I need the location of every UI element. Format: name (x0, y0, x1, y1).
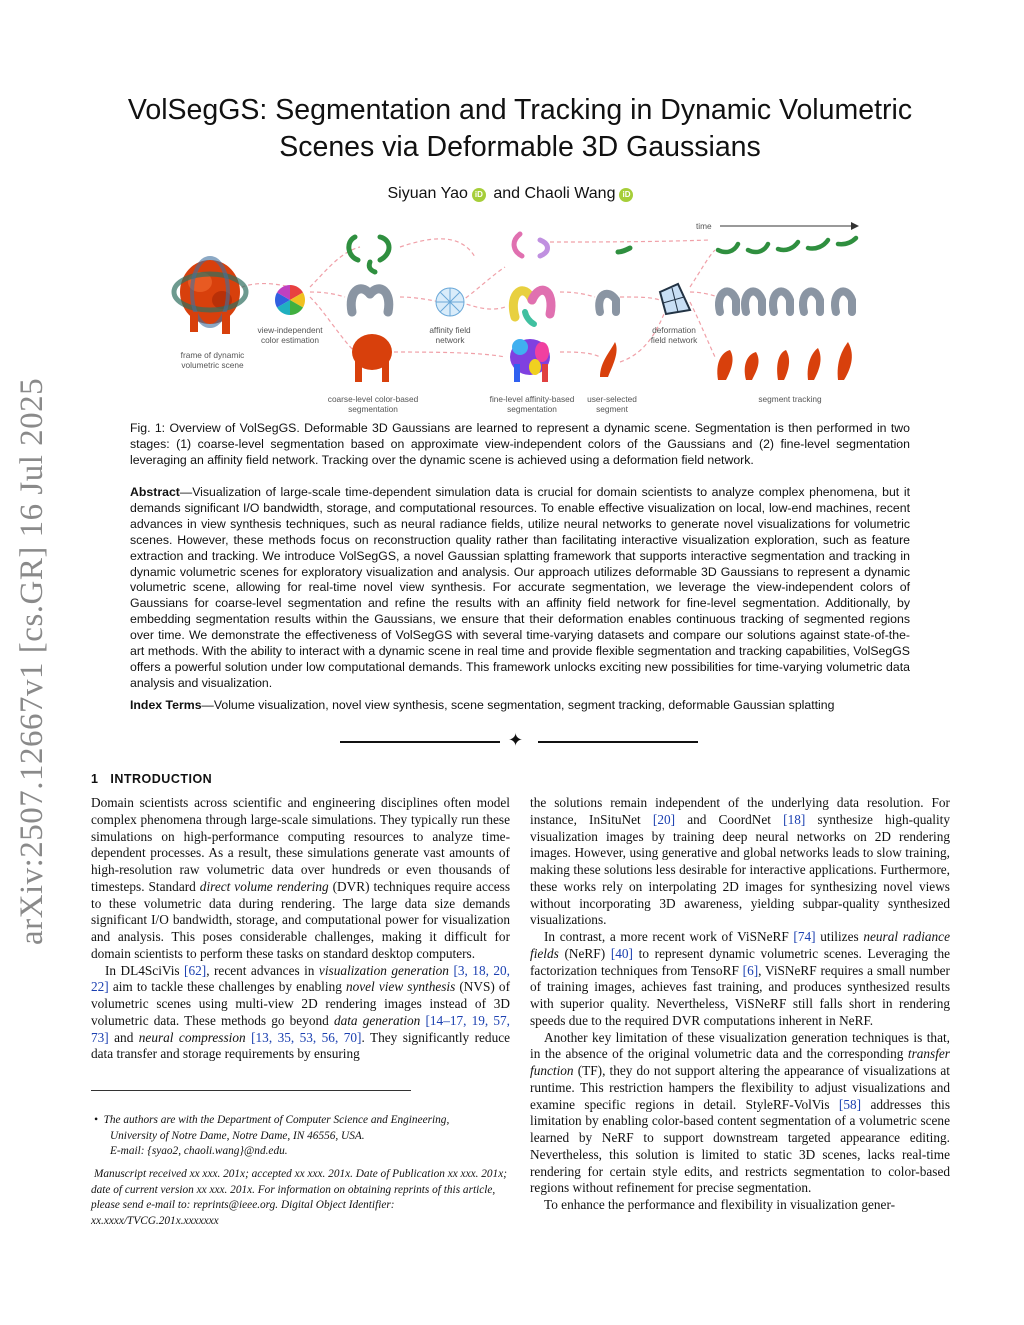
overview-illustration (130, 212, 910, 420)
text-run: (NVS) of volumetric scenes using multi-view 2D rendering images instead of 3D volumetric data. These methods go beyond (91, 979, 510, 1028)
figure-caption: Fig. 1: Overview of VolSegGS. Deformable 3D Gaussians are learned to represent a dynamic scene. Segmentation is then performed in two stages: (1) coarse-level segmentation based on approximate view-independent colors of the Gaussians and (2) fine-level segmentation leveraging an affinity field network. Tracking over the dynamic scene is achieved using a deformation field network. (130, 421, 910, 467)
text-run: utilizes (815, 929, 864, 944)
abstract-label: Abstract (130, 485, 180, 499)
citation-link[interactable]: [3, 18, 20, 22] (91, 962, 511, 995)
figure-label-view-independent: view-independent color estimation (257, 325, 323, 345)
emphasis: neural compression (138, 1029, 246, 1045)
author-name: Chaoli Wang (524, 185, 616, 202)
tracking-orange-row (717, 342, 852, 380)
text-run: Another key limitation of these visualization generation techniques is that, in the absence of the original volumetric data and the corresponding (530, 1029, 950, 1062)
text-run: , recent advances in (206, 962, 319, 978)
abstract-text: —Visualization of large-scale time-dependent simulation data is crucial for domain scientists to analyze complex phenomena, but it demands significant I/O bandwidth, storage, and computational resources. To enable effective visualization on local, low-end machines, recent advances in view synthesis techniques, such as neural radiance fields, utilize neural networks to generate novel visualizations for volumetric scenes. However, these methods focus on reconstruction quality rather than facilitating interactive visualization exploration, such as feature extraction and tracking. We introduce VolSegGS, a novel Gaussian splatting framework that supports interactive segmentation and tracking in dynamic volumetric scenes for exploratory visualization and analysis. Our approach utilizes deformable 3D Gaussians to represent a dynamic volumetric scene, allowing for real-time novel view synthesis. For accurate segmentation, we leverage the view-independent colors of Gaussians for coarse-level segmentation and refine the results with an affinity field network for fine-level segmentation. Additionally, by embedding segmentation results within the Gaussians, we ensure that their deformation enables continuous tracking of segmented regions over time. We demonstrate the effectiveness of VolSegGS with several time-varying datasets and compare our solutions against state-of-the-art methods. With the ability to interact with a dynamic scene in real time and provide flexible segmentation and tracking capabilities, VolSegGS offers a powerful solution under low computational demands. This framework unlocks exciting new possibilities for time-varying volumetric data analysis and visualization. (130, 485, 910, 690)
paragraph (91, 963, 510, 1064)
figure-label-user: user-selected segment (587, 394, 637, 414)
deformation-network-icon (660, 284, 690, 314)
author-footnote (94, 1113, 514, 1160)
text-run: Domain scientists across scientific and engineering disciplines often model complex phenomena through large-scale simulations. They typically run these simulations on high-performance computing resources to analyze time-dependent processes. As a result, these simulations generate vast amounts of high-resolution raw volumetric data over hundreds or even thousands of timesteps. Standard (91, 795, 510, 894)
tracking-green-row (718, 238, 856, 252)
citation-link[interactable]: [58] (838, 1096, 862, 1112)
divider-rule-left (340, 741, 500, 743)
text-run: In contrast, a more recent work of ViSNeRF (544, 929, 794, 944)
author-connector: and (493, 185, 521, 202)
fine-top-icon (514, 234, 547, 256)
text-run: The authors are with the Department of Computer Science and Engineering, (103, 1114, 450, 1126)
text-run: and (108, 1029, 139, 1045)
text-run: aim to tackle these challenges by enabling (108, 979, 346, 995)
affinity-network-icon (436, 288, 464, 316)
emphasis: visualization generation (318, 962, 449, 978)
paragraph (91, 795, 510, 963)
figure-label-coarse: coarse-level color-based segmentation (327, 394, 419, 414)
citation-link[interactable]: [18] (783, 811, 806, 827)
section-title: INTRODUCTION (110, 772, 213, 786)
tracking-gray-row (719, 291, 852, 312)
citation-link[interactable]: [74] (793, 929, 816, 944)
orcid-icon[interactable]: iD (472, 188, 486, 202)
footnote-rule (91, 1090, 411, 1091)
text-run: (DVR) techniques require access to these volumetric data during rendering. The large data size demands significant I/O bandwidth, storage, and computational power for visualization and analysis. This poses considerable challenges, making it difficult for domain scientists to perform these tasks on standard desktop computers. (91, 878, 510, 961)
overview-figure (130, 212, 910, 420)
figure-label-fine: fine-level affinity-based segmentation (489, 394, 575, 414)
orcid-icon[interactable]: iD (619, 188, 633, 202)
text-run: . They significantly reduce data transfer and storage requirements by ensuring (91, 1029, 511, 1062)
abstract (130, 485, 910, 692)
figure-label-deformation: deformation field network (650, 325, 698, 345)
footnote-line: • The authors are with the Department of Computer Science and Engineering, (94, 1114, 450, 1126)
emphasis: transfer function (530, 1046, 950, 1078)
author-line (0, 185, 1024, 203)
text-run: In DL4SciVis (105, 962, 185, 978)
paper-title: VolSegGS: Segmentation and Tracking in Dynamic Volumetric Scenes via Deformable 3D Gaussians (127, 94, 913, 163)
emphasis: neural radiance fields (530, 929, 950, 961)
paragraph (530, 929, 950, 1030)
arxiv-identifier: arXiv:2507.12667v1 [cs.GR] 16 Jul 2025 (14, 377, 50, 945)
left-column (91, 795, 510, 1063)
color-wheel-icon (275, 285, 305, 315)
index-terms-text: —Volume visualization, novel view synthesis, scene segmentation, segment tracking, deformable Gaussian splatting (201, 698, 835, 712)
user-selected-segment-icon (599, 248, 630, 377)
emphasis: direct volume rendering (199, 878, 329, 894)
citation-link[interactable]: [62] (184, 962, 207, 978)
index-terms-label: Index Terms (130, 698, 202, 712)
volume-render-icon (174, 258, 246, 334)
figure-label-frame: frame of dynamic volumetric scene (180, 350, 245, 370)
citation-link[interactable]: [14–17, 19, 57, 73] (91, 1012, 511, 1045)
manuscript-info: Manuscript received xx xxx. 201x; accepted xx xxx. 201x. Date of Publication xx xxx. 201x; date of current version xx xxx. 201x. For information on obtaining reprints of this article, please send e-mail to: reprints@ieee.org. Digital Object Identifier: xx.xxxx/TVCG.201x.xxxxxxx (91, 1168, 507, 1227)
segment-gray-icon (351, 289, 389, 312)
citation-link[interactable]: [13, 35, 53, 56, 70] (251, 1029, 362, 1045)
coarse-segment-icon (352, 334, 392, 382)
paragraph: To enhance the performance and flexibility in visualization gener- (544, 1197, 896, 1212)
index-terms (130, 698, 910, 712)
author-name: Siyuan Yao (387, 185, 468, 202)
right-column (530, 795, 950, 1214)
citation-link[interactable]: [6] (742, 962, 759, 978)
text-run: and CoordNet (675, 811, 784, 827)
figure-label-time: time (696, 221, 712, 231)
section-divider (340, 732, 700, 752)
emphasis: novel view synthesis (345, 979, 456, 995)
text-run: the solutions remain independent of the underlying data resolution. For instance, InSituNet (530, 795, 950, 827)
section-heading (91, 772, 212, 786)
text-run: (NeRF) (558, 945, 611, 961)
text-run: synthesize high-quality visualization images by training deep neural networks on 2D rendering images. However, using generative and global networks leads to slow training, making these solutions less desirable for interactive applications. Furthermore, these works rely on interpolating 2D images for synthesizing novel views without incorporating 3D awareness, yielding subpar-quality synthesized visualizations. (530, 811, 950, 928)
fine-gray-icon (513, 290, 551, 324)
divider-star-icon: ✦ (508, 730, 524, 751)
emphasis: data generation (333, 1012, 421, 1028)
fine-segment-icon (510, 339, 550, 382)
section-number: 1 (91, 772, 99, 786)
text-run: to represent dynamic volumetric scenes. Leveraging the factorization techniques from TensoRF (530, 945, 951, 978)
paragraph (530, 1030, 950, 1198)
figure-label-affinity: affinity field network (429, 325, 471, 345)
segment-green-icon (349, 237, 389, 272)
text-run: addresses this limitation by enabling color-based content segmentation of a volumetric scene learned by NeRF to support downstream targeted appearance editing. Nevertheless, this solution is limited to static 3D scenes, lacks real-time rendering for certain style edits, and restricts segmentation to color-based regions without refinement for precise segmentation. (530, 1096, 950, 1196)
figure-label-tracking: segment tracking (758, 394, 822, 404)
footnote-line: E-mail: {syao2, chaoli.wang}@nd.edu. (110, 1145, 288, 1157)
text-run: , ViSNeRF requires a small number of training images, achieves fast training, and produces synthesized results with superior quality. Nevertheless, ViSNeRF still falls short in rendering speeds due to the required DVR computations inherent in NeRF. (530, 962, 950, 1028)
text-run: (TF), they do not support altering the appearance of visualizations at runtime. This restriction hampers the flexibility to adjust visualizations and examine specific regions in detail. StyleRF-VolVis (530, 1063, 950, 1112)
footnote-line: University of Notre Dame, Notre Dame, IN 46556, USA. (110, 1129, 365, 1142)
citation-link[interactable]: [20] (652, 811, 676, 827)
divider-rule-right (538, 741, 698, 743)
paragraph (530, 795, 950, 929)
citation-link[interactable]: [40] (610, 945, 633, 961)
